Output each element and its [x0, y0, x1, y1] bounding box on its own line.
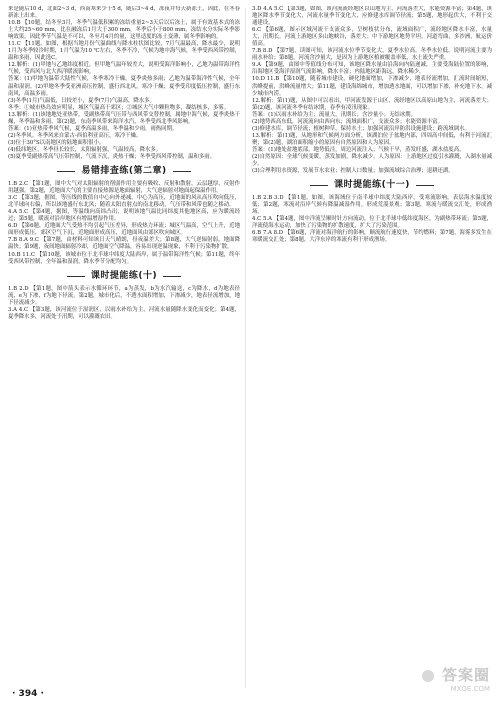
page-number: · 394 ·	[12, 689, 44, 699]
answer-paragraph: 13.解析：(1)该地地处亚热带，受副热带高气压带与西风带交替控制，属地中海气候，夏季炎热干燥，冬季温和多雨。第(2)题，东南季风带来海洋水汽，冬季受西北季风影响。	[8, 111, 240, 125]
heading-rule	[57, 171, 75, 172]
answer-paragraph: (2)自然原因：全球气候变暖，蒸发加剧，降水减少。人为原因：上游地区过度引水灌溉，入湖水量减少。	[252, 153, 492, 168]
answer-paragraph: 1.B 2.D 【第1题，图中箭头表示水循环环节，a为蒸发，b为水汽输送，c为降水，d为地表径流，e为下渗，f为地下径流。第2题，城市化后，不透水面积增加，下渗减少，地表径流增加，地下径流减少。	[8, 285, 240, 306]
answer-paragraph: (3)位于30°S以南地区的陆地面积很小。	[8, 139, 105, 146]
answer-paragraph: 10.B 11.C 【第10题，该城市位于北半球中纬度大陆西岸，属于温带海洋性气候；第11题，终年受西风带控制，全年温和湿润，降水季节分配均匀。	[8, 251, 240, 265]
section-heading-text: 课时提能练(十一)	[334, 180, 410, 191]
section-heading-text: 课时提能练(十)	[90, 270, 158, 281]
section-heading	[8, 166, 240, 177]
heading-rule	[310, 185, 328, 186]
left-column	[8, 6, 240, 691]
answer-paragraph: 4.A 5.C 【第4题，据图，等温线向高纬凸出，说明该地气温比同纬度其他地区高，应为暖流经过；第5题，暖流对沿岸地区有增温增湿作用。	[8, 209, 240, 223]
watermark-title: 答案圈	[441, 666, 490, 684]
heading-rule	[173, 171, 191, 172]
answer-paragraph: 6.B 7.A 8.D 【第6题，洋流对海洋航行的影响，顺流航行速度快，节约燃料；第7题，海雾多发生在寒暖流交汇处；第8题，大洋东岸的寒流有利于形成渔场。	[252, 230, 492, 244]
answer-paragraph: 12.解析：第(1)题，从图中可以看出，甲河流发源于山区，流经地区以高原山地为主，河流落差大；第(2)题，该河流冬季有结冰期，春季有凌汛现象。	[252, 97, 492, 111]
heading-rule	[67, 276, 85, 277]
answer-paragraph: 12.解析：(1)甲地与乙地纬度相近，但甲地气温年较差大，说明受海洋影响小，乙地为温带海洋性气候，受西风与北大西洋暖流影响。	[8, 62, 240, 76]
answer-paragraph: 答案：(1)甲地为温带大陆性气候，冬季寒冷干燥，夏季炎热多雨；乙地为温带海洋性气候，全年温和湿润。(2)甲地冬季受亚洲高压控制，盛行西北风，寒冷干燥；夏季受印度低压控制，盛行东南风，高温多雨。	[8, 76, 240, 97]
answer-paragraph: (5)夏季受副热带高气压带控制，气流下沉，炎热干燥；冬季受西风带控制，温和多雨。	[8, 153, 216, 160]
answer-paragraph: 4.C 5.A 【第4题，图中洋流呈顺时针方向流动，位于北半球中低纬度海区，为副热带环流；第5题，洋流使海水运动，加快了污染物的扩散速度，扩大了污染范围。	[252, 216, 492, 230]
heading-rule	[163, 276, 181, 277]
answer-paragraph: 答案：(1)以雨水补给为主；流量大，汛期长；含沙量小；无结冰期。	[252, 111, 416, 118]
watermark-url: MXQE.COM	[450, 685, 490, 693]
answer-paragraph: (3)修建水库，调节径流；植树种草，保持水土；加强河流沿岸防洪设施建设；跨流域调水。	[252, 125, 470, 132]
answer-paragraph: 6.C 【第6题，图示区域河流干支流众多，呈树枝状分布，流域面积广，流经地区降水丰富，水量大，汛期长。河流上游地区多山地峡谷，落差大；中下游地区地势平坦，河道弯曲，多沙洲，航运价值高。	[252, 27, 492, 48]
answer-paragraph: 3.A 4.C 【第3题，该河流位于湿润区，以雨水补给为主，河流水量随降水变化而变化；第4题，夏季降水多，河流处于汛期，可以灌溉农田。	[8, 306, 240, 320]
answer-paragraph: 7.B 8.D 【第7题，读图可知，该河流水位季节变化大，夏季水位高，冬季水位低，说明河流主要为雨水补给；第8题，河流含沙量大，是因为上游地区植被覆盖率低，水土流失严重。	[252, 48, 492, 62]
watermark	[422, 664, 490, 693]
answer-paragraph: 11.C 【11题，如图，根据当地月份气温曲线与降水柱状图比较，7月气温最高，降水最少，说明1月为冬季较冷时期，1月气温为10 ℃左右，冬季不冷，气候为地中海气候，冬季受西风带控制，温和多雨，因此选C。	[8, 41, 240, 62]
answer-paragraph: 10.B 【10题，结冬至3月，冬季气温低积累的冻结重量2~3天后以后冻土，属于有效基本式的冻土大约25~60 mm，比在融冻后1月大于300 mm，冬季后小于800 mm，冻结水分实际冬季影响效果，因此季节气温是不可以，冬至月4月的量，这里适度的冻土变薄，属冬季影响的。	[8, 20, 240, 41]
answer-paragraph: 6.D 【第6题，近地面大气受热不均引起气压差异，形成热力环流；城区气温高，空气上升，近地面形成低压，郊区空气下沉，近地面形成高压，近地面风由郊区吹向城区。	[8, 223, 240, 237]
section-heading	[8, 271, 240, 282]
answer-paragraph: (3)冬季(1月)气温低，日较差小，夏季(7月)气温高，降水多。	[8, 97, 155, 104]
answer-paragraph: 10.D 11.B 【第10题，随着城市建设，硬化地面增加，下渗减少，地表径流增加，汇流时间缩短，洪峰提前，洪峰流量增大；第11题，建设海绵城市，增加透水地面，可以增加下渗，补充地下水，减少城市内涝。	[252, 76, 492, 97]
watermark-logo-icon	[422, 670, 434, 682]
right-column	[252, 6, 492, 691]
answer-paragraph: 1.B 2.B 3.D 【第1题，如图，该海域位于南半球中纬度大陆西岸，受寒流影响，表层海水温度较低；第2题，寒流对沿岸气候有降温减湿作用，形成荒漠景观；第3题，寒流与暖流交汇处，形成渔场。	[252, 195, 492, 216]
answer-paragraph: 3.C 【第3题，据图，等压线的数值自中心向外递减，中心为高压，近地面的风从高压吹向低压，北半球向右偏，所以该地盛行东北风；随着太阳直射点的南北移动，气压带和风带也随之移动。	[8, 195, 240, 209]
answer-paragraph: (4)低纬地区，冬季昼长较长，太阳辐射强，气温较高，降水多。	[8, 146, 162, 153]
answer-paragraph: 9.A 【第9题，由图中等值线分布可知，该地区降水量由沿海向内陆递减，主要受海陆位置的影响，沿海地区受海洋湿润气流影响，降水丰富；内陆地区距海远，降水稀少。	[252, 62, 492, 76]
answer-paragraph: 答案：(1)亚热带季风气候，夏季高温多雨，冬季温和少雨，雨热同期。	[8, 125, 178, 132]
answer-paragraph: 7.B 8.A 9.C 【第7题，由材料可知该日天气晴朗，昼夜温差大；第8题，大气逆辐射弱，地面降温快；第9题，夜间地面辐射冷却，近地面空气降温，容易出现逆温现象，不利于污染物扩散。	[8, 237, 240, 251]
answer-paragraph: (2)地势西高东低，河流流向由西向东；流域面积广，支流众多；水能资源丰富。	[252, 118, 443, 125]
column-divider	[245, 8, 246, 688]
answer-paragraph: (3)合理利用水资源，发展节水农业；控制人口数量；加强流域综合治理；退耕还湖。	[252, 168, 454, 175]
answer-paragraph: 1.B 2.C 【第1题，图中大气对太阳辐射的削弱作用主要有吸收、反射和散射，云层越厚，反射作用越强。第2题，近地面大气的主要直接热源是地面辐射，大气逆辐射对地面起保温作用。	[8, 181, 240, 195]
answer-paragraph: 13.解析：第(1)题，从地形和气候两方面分析，该湖泊位于盆地内部，四周高中间低，有利于河流汇聚；第(2)题，湖泊面积缩小的原因有自然原因和人为原因。	[252, 132, 492, 146]
heading-rule	[416, 185, 434, 186]
section-heading-text: 易错排查练(第二章)	[81, 166, 167, 177]
answer-paragraph: 来是随后10 d，北面2~3 d，西南寒来少于5 d，随后3~4 d，冻夜并每天新冻土，因此，在冬春新冻土出来。	[8, 6, 240, 20]
answer-paragraph: (2)冬季风。冬季风来自蒙古-西伯利亚高压，寒冷干燥。	[8, 132, 142, 139]
answer-paragraph: 答案：(1)地处盆地底部，地势低洼，周边河流注入；气候干旱，蒸发旺盛，湖水盐度高。	[252, 146, 465, 153]
answer-paragraph: 冬季：①城市热岛效应明显，城区气温高于郊区；②城区大气中颗粒物多，凝结核多，多雾。	[8, 104, 230, 111]
section-heading	[252, 180, 492, 191]
answer-paragraph: 3.D 4.A 5.C 【第3题，如图，该河流流经地区以山地为主，河流落差大，水能资源丰富；第4题，该地区降水季节变化大，河流水量季节变化大，应修建水库调节径流；第5题，地形起伏大，不利于交通建设。	[252, 6, 492, 27]
